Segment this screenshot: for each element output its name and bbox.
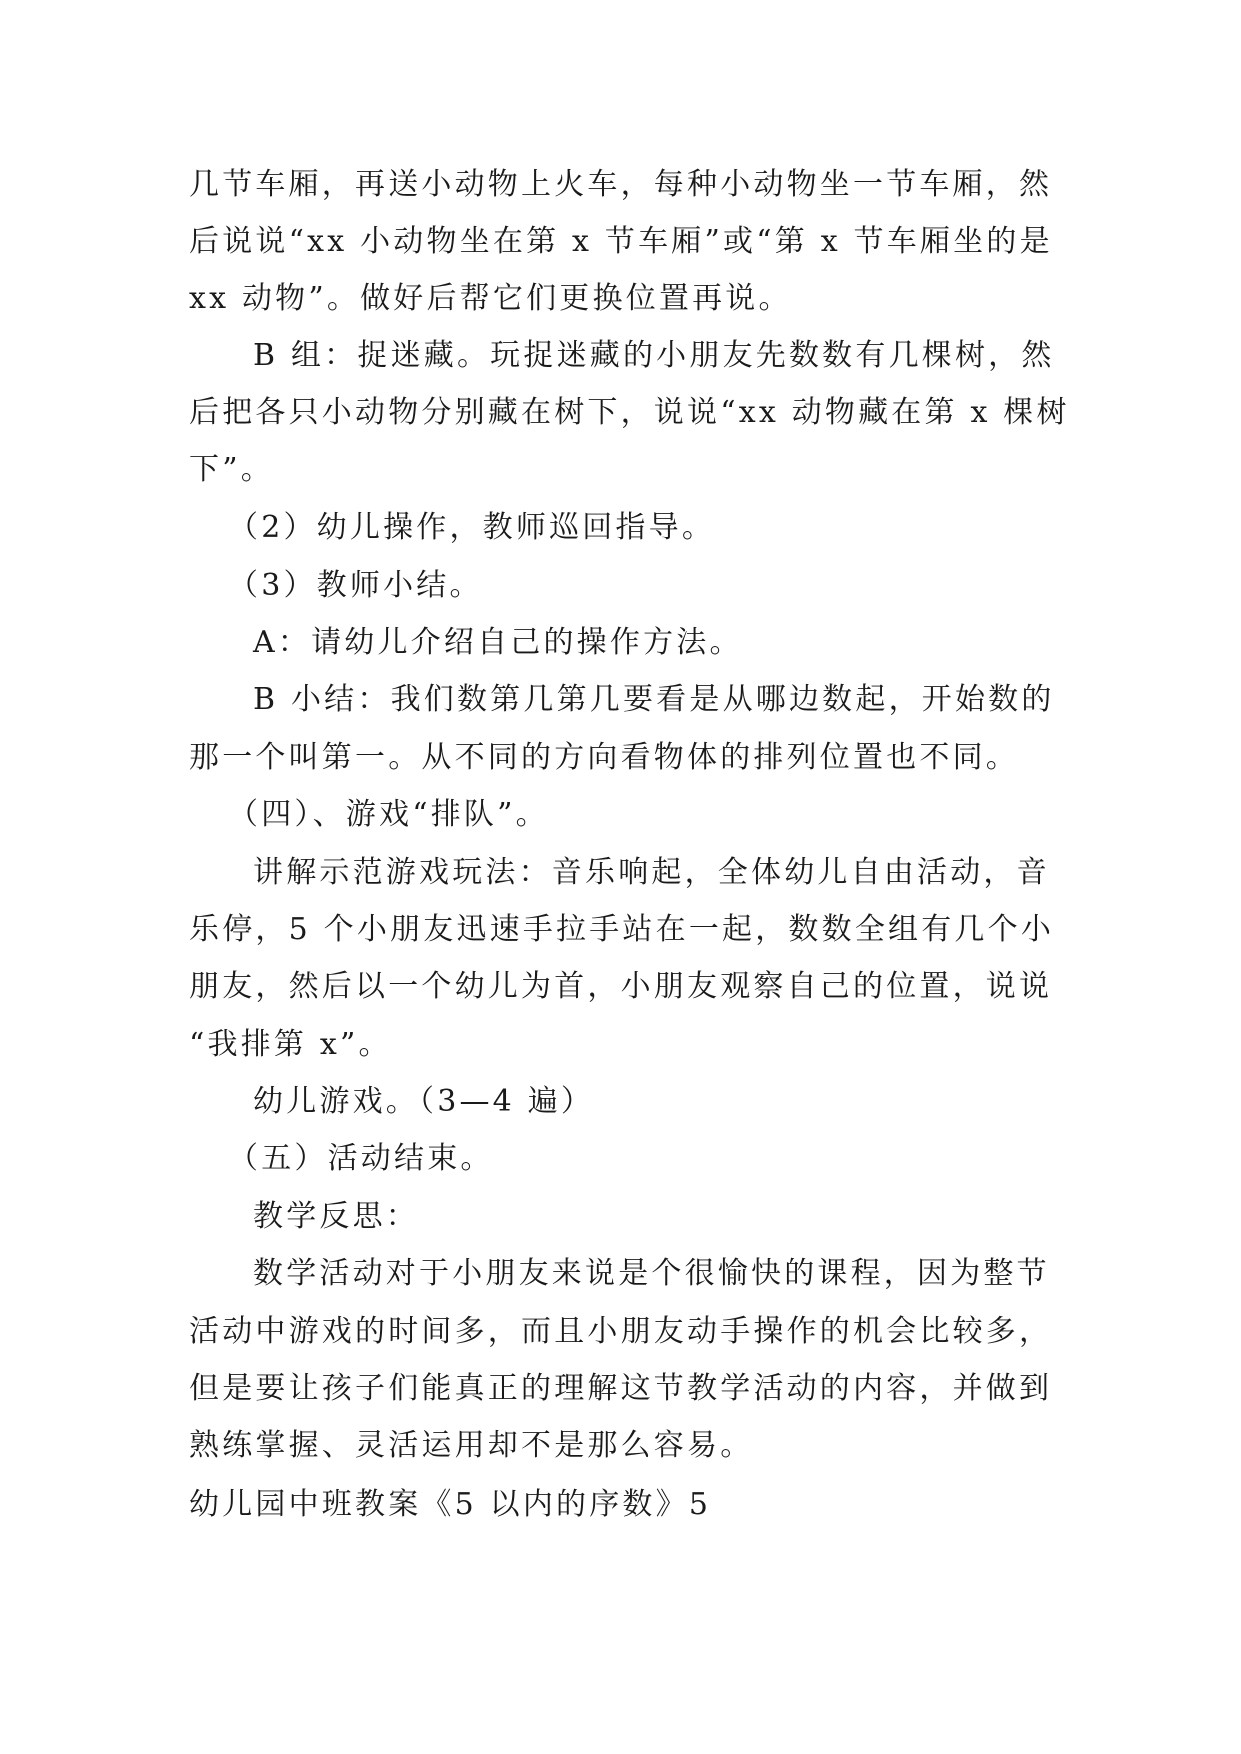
text-line-3: xx 动物”。做好后帮它们更换位置再说。 [189, 281, 792, 316]
text-line-18: （五）活动结束。 [228, 1141, 494, 1176]
text-line-15: 朋友，然后以一个幼儿为首，小朋友观察自己的位置，说说 [189, 969, 1053, 1004]
text-line-23: 熟练掌握、灵活运用却不是那么容易。 [189, 1428, 754, 1463]
text-line-6: 下”。 [189, 452, 274, 487]
text-line-19: 教学反思： [253, 1199, 419, 1234]
text-line-20: 数学活动对于小朋友来说是个很愉快的课程，因为整节 [253, 1256, 1050, 1291]
text-line-8: （3）教师小结。 [228, 568, 483, 603]
text-line-10: B 小结：我们数第几第几要看是从哪边数起，开始数的 [253, 682, 1055, 717]
text-line-2: 后说说“xx 小动物坐在第 x 节车厢”或“第 x 节车厢坐的是 [189, 224, 1053, 259]
text-line-24: 幼儿园中班教案《5 以内的序数》5 [189, 1487, 712, 1522]
text-line-11: 那一个叫第一。从不同的方向看物体的排列位置也不同。 [189, 740, 1019, 775]
text-line-14: 乐停，5 个小朋友迅速手拉手站在一起，数数全组有几个小 [189, 912, 1055, 947]
text-line-16: “我排第 x”。 [189, 1027, 392, 1062]
text-line-12: （四）、游戏“排队”。 [228, 797, 549, 832]
text-line-1: 几节车厢，再送小动物上火车，每种小动物坐一节车厢，然 [189, 167, 1053, 202]
text-line-13: 讲解示范游戏玩法：音乐响起，全体幼儿自由活动，音 [253, 855, 1050, 890]
text-line-17: 幼儿游戏。（3—4 遍） [253, 1084, 595, 1119]
text-line-21: 活动中游戏的时间多，而且小朋友动手操作的机会比较多， [189, 1314, 1053, 1349]
text-line-7: （2）幼儿操作，教师巡回指导。 [228, 510, 716, 545]
text-line-5: 后把各只小动物分别藏在树下，说说“xx 动物藏在第 x 棵树 [189, 395, 1070, 430]
text-line-4: B 组：捉迷藏。玩捉迷藏的小朋友先数数有几棵树，然 [253, 338, 1055, 373]
text-line-9: A：请幼儿介绍自己的操作方法。 [253, 625, 743, 660]
text-line-22: 但是要让孩子们能真正的理解这节教学活动的内容，并做到 [189, 1371, 1053, 1406]
